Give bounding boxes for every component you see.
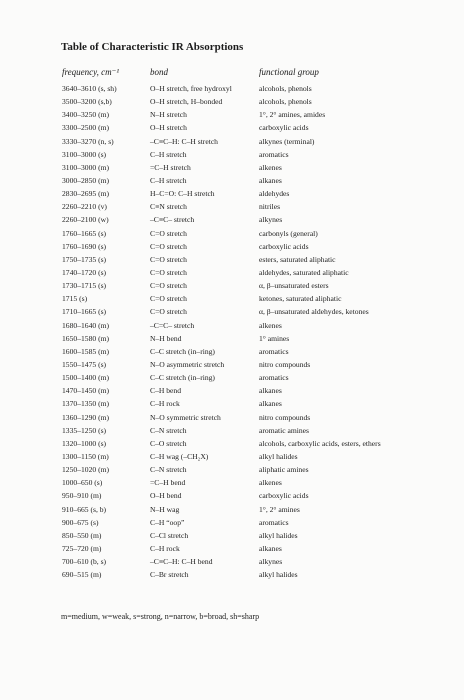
frequency-cell: 725–720 (m) <box>62 543 102 553</box>
bond-cell: C–H bend <box>150 386 182 396</box>
header-frequency: frequency, cm⁻¹ <box>62 67 120 77</box>
frequency-cell: 1320–1000 (s) <box>62 438 107 448</box>
table-row <box>60 95 464 108</box>
frequency-cell: 1470–1450 (m) <box>62 386 110 396</box>
table-row <box>60 135 464 148</box>
frequency-cell: 3400–3250 (m) <box>62 110 110 120</box>
frequency-cell: 1370–1350 (m) <box>62 399 110 409</box>
bond-cell: C–H rock <box>150 399 180 409</box>
table-row <box>60 240 464 253</box>
frequency-cell: 3640–3610 (s, sh) <box>62 84 117 93</box>
bond-cell: –C≡C– stretch <box>150 215 195 225</box>
functional-group-cell: alkynes (terminal) <box>259 136 315 146</box>
bond-cell: C–C stretch (in–ring) <box>150 373 215 383</box>
bond-cell: N–H stretch <box>150 110 187 120</box>
frequency-cell: 850–550 (m) <box>62 530 102 540</box>
frequency-cell: 2260–2210 (v) <box>62 202 107 212</box>
table-row <box>60 187 464 200</box>
table-row <box>60 516 464 529</box>
frequency-cell: 1335–1250 (s) <box>62 425 107 435</box>
functional-group-cell: alkanes <box>259 399 282 409</box>
frequency-cell: 1740–1720 (s) <box>62 267 107 277</box>
table-row <box>60 542 464 555</box>
functional-group-cell: alkanes <box>259 175 282 185</box>
functional-group-cell: aromatics <box>259 517 289 527</box>
absorption-table <box>60 82 464 581</box>
bond-cell: C=O stretch <box>150 267 187 277</box>
bond-cell: C=O stretch <box>150 254 187 264</box>
functional-group-cell: alkyl halides <box>259 570 298 580</box>
table-row <box>60 555 464 568</box>
frequency-cell: 1250–1020 (m) <box>62 465 110 475</box>
table-row <box>60 345 464 358</box>
bond-cell: O–H stretch <box>150 123 187 133</box>
functional-group-cell: aldehydes <box>259 189 290 199</box>
bond-cell: –C≡C–H: C–H stretch <box>150 136 218 146</box>
bond-cell: N–O asymmetric stretch <box>150 359 225 369</box>
table-row <box>60 450 464 463</box>
frequency-cell: 1750–1735 (s) <box>62 254 107 264</box>
table-row <box>60 437 464 450</box>
table-row <box>60 476 464 489</box>
table-row <box>60 82 464 95</box>
table-row <box>60 279 464 292</box>
bond-cell: N–H wag <box>150 504 180 514</box>
functional-group-cell: carboxylic acids <box>259 491 309 501</box>
table-row <box>60 358 464 371</box>
table-row <box>60 174 464 187</box>
frequency-cell: 1710–1665 (s) <box>62 307 107 317</box>
functional-group-cell: alkanes <box>259 386 282 396</box>
functional-group-cell: alkenes <box>259 478 282 488</box>
column-headers <box>62 67 462 79</box>
frequency-cell: 3100–3000 (s) <box>62 149 107 159</box>
functional-group-cell: aromatics <box>259 149 289 159</box>
functional-group-cell: esters, saturated aliphatic <box>259 254 336 264</box>
bond-cell: O–H stretch, free hydroxyl <box>150 84 232 93</box>
functional-group-cell: alcohols, phenols <box>259 97 312 107</box>
bond-cell: C–H stretch <box>150 175 187 185</box>
table-row <box>60 121 464 134</box>
frequency-cell: 1500–1400 (m) <box>62 373 110 383</box>
table-row <box>60 305 464 318</box>
functional-group-cell: carboxylic acids <box>259 123 309 133</box>
functional-group-cell: carboxylic acids <box>259 241 309 251</box>
functional-group-cell: nitro compounds <box>259 359 311 369</box>
frequency-cell: 1760–1665 (s) <box>62 228 107 238</box>
frequency-cell: 950–910 (m) <box>62 491 102 501</box>
bond-cell: C–H stretch <box>150 149 187 159</box>
table-row <box>60 397 464 410</box>
functional-group-cell: α, β–unsaturated esters <box>259 281 329 291</box>
bond-cell: C–Cl stretch <box>150 530 189 540</box>
bond-cell: C=O stretch <box>150 281 187 291</box>
frequency-cell: 1600–1585 (m) <box>62 346 110 356</box>
frequency-cell: 2830–2695 (m) <box>62 189 110 199</box>
table-row <box>60 161 464 174</box>
frequency-cell: 1550–1475 (s) <box>62 359 107 369</box>
frequency-cell: 1760–1690 (s) <box>62 241 107 251</box>
bond-cell: N–H bend <box>150 333 182 343</box>
table-row <box>60 266 464 279</box>
table-row <box>60 319 464 332</box>
functional-group-cell: aromatics <box>259 373 289 383</box>
frequency-cell: 690–515 (m) <box>62 570 102 580</box>
table-title: Table of Characteristic IR Absorptions <box>61 41 244 53</box>
bond-cell: O–H stretch, H–bonded <box>150 97 223 107</box>
frequency-cell: 1360–1290 (m) <box>62 412 110 422</box>
frequency-cell: 3000–2850 (m) <box>62 175 110 185</box>
abbreviation-legend: m=medium, w=weak, s=strong, n=narrow, b=broad, sh=sharp <box>61 612 260 621</box>
frequency-cell: 3100–3000 (m) <box>62 162 110 172</box>
table-row <box>60 529 464 542</box>
table-row <box>60 489 464 502</box>
table-row <box>60 411 464 424</box>
bond-cell: C–N stretch <box>150 465 187 475</box>
frequency-cell: 1300–1150 (m) <box>62 451 109 461</box>
bond-cell: –C=C– stretch <box>150 320 195 330</box>
bond-cell: C–C stretch (in–ring) <box>150 346 215 356</box>
functional-group-cell: carbonyls (general) <box>259 228 318 238</box>
table-row <box>60 503 464 516</box>
functional-group-cell: alkenes <box>259 162 282 172</box>
frequency-cell: 3500–3200 (s,b) <box>62 97 112 107</box>
functional-group-cell: α, β–unsaturated aldehydes, ketones <box>259 307 369 317</box>
functional-group-cell: alkynes <box>259 215 283 225</box>
table-row <box>60 253 464 266</box>
bond-cell: N–O symmetric stretch <box>150 412 221 422</box>
bond-cell: –C≡C–H: C–H bend <box>150 557 213 567</box>
functional-group-cell: aromatics <box>259 346 289 356</box>
frequency-cell: 910–665 (s, b) <box>62 504 107 514</box>
bond-cell: C=O stretch <box>150 307 187 317</box>
frequency-cell: 3300–2500 (m) <box>62 123 110 133</box>
functional-group-cell: alcohols, carboxylic acids, esters, ethers <box>259 438 381 448</box>
functional-group-cell: nitriles <box>259 202 281 212</box>
bond-cell: C=O stretch <box>150 294 187 304</box>
functional-group-cell: aldehydes, saturated aliphatic <box>259 267 349 277</box>
functional-group-cell: aliphatic amines <box>259 465 309 475</box>
frequency-cell: 1730–1715 (s) <box>62 281 107 291</box>
functional-group-cell: 1°, 2° amines, amides <box>259 110 326 120</box>
frequency-cell: 1715 (s) <box>62 294 88 304</box>
frequency-cell: 700–610 (b, s) <box>62 557 107 567</box>
bond-cell: =C–H stretch <box>150 162 191 172</box>
table-row <box>60 424 464 437</box>
bond-cell: C=O stretch <box>150 241 187 251</box>
table-row <box>60 568 464 581</box>
header-bond: bond <box>150 67 168 77</box>
table-row <box>60 200 464 213</box>
bond-cell: C=O stretch <box>150 228 187 238</box>
functional-group-cell: alcohols, phenols <box>259 84 312 93</box>
bond-cell: C–Br stretch <box>150 570 189 580</box>
table-row <box>60 108 464 121</box>
functional-group-cell: alkanes <box>259 543 282 553</box>
table-row <box>60 227 464 240</box>
frequency-cell: 1000–650 (s) <box>62 478 103 488</box>
functional-group-cell: alkyl halides <box>259 530 298 540</box>
bond-cell: C–H wag (–CH₂X) <box>150 451 209 461</box>
frequency-cell: 1680–1640 (m) <box>62 320 110 330</box>
table-row <box>60 384 464 397</box>
table-row <box>60 292 464 305</box>
table-row <box>60 332 464 345</box>
bond-cell: C≡N stretch <box>150 202 187 212</box>
functional-group-cell: alkenes <box>259 320 282 330</box>
table-row <box>60 371 464 384</box>
header-functional-group: functional group <box>259 67 319 77</box>
functional-group-cell: ketones, saturated aliphatic <box>259 294 342 304</box>
bond-cell: =C–H bend <box>150 478 186 488</box>
table-row <box>60 148 464 161</box>
table-row <box>60 213 464 226</box>
table-row <box>60 463 464 476</box>
bond-cell: C–O stretch <box>150 438 187 448</box>
bond-cell: H–C=O: C–H stretch <box>150 189 215 199</box>
functional-group-cell: aromatic amines <box>259 425 309 435</box>
functional-group-cell: 1° amines <box>259 333 290 343</box>
functional-group-cell: alkyl halides <box>259 451 298 461</box>
bond-cell: C–H “oop” <box>150 517 185 527</box>
frequency-cell: 2260–2100 (w) <box>62 215 109 225</box>
functional-group-cell: 1°, 2° amines <box>259 504 300 514</box>
bond-cell: C–N stretch <box>150 425 187 435</box>
functional-group-cell: alkynes <box>259 557 283 567</box>
bond-cell: O–H bend <box>150 491 182 501</box>
frequency-cell: 1650–1580 (m) <box>62 333 110 343</box>
frequency-cell: 900–675 (s) <box>62 517 99 527</box>
frequency-cell: 3330–3270 (n, s) <box>62 136 114 146</box>
bond-cell: C–H rock <box>150 543 180 553</box>
functional-group-cell: nitro compounds <box>259 412 311 422</box>
